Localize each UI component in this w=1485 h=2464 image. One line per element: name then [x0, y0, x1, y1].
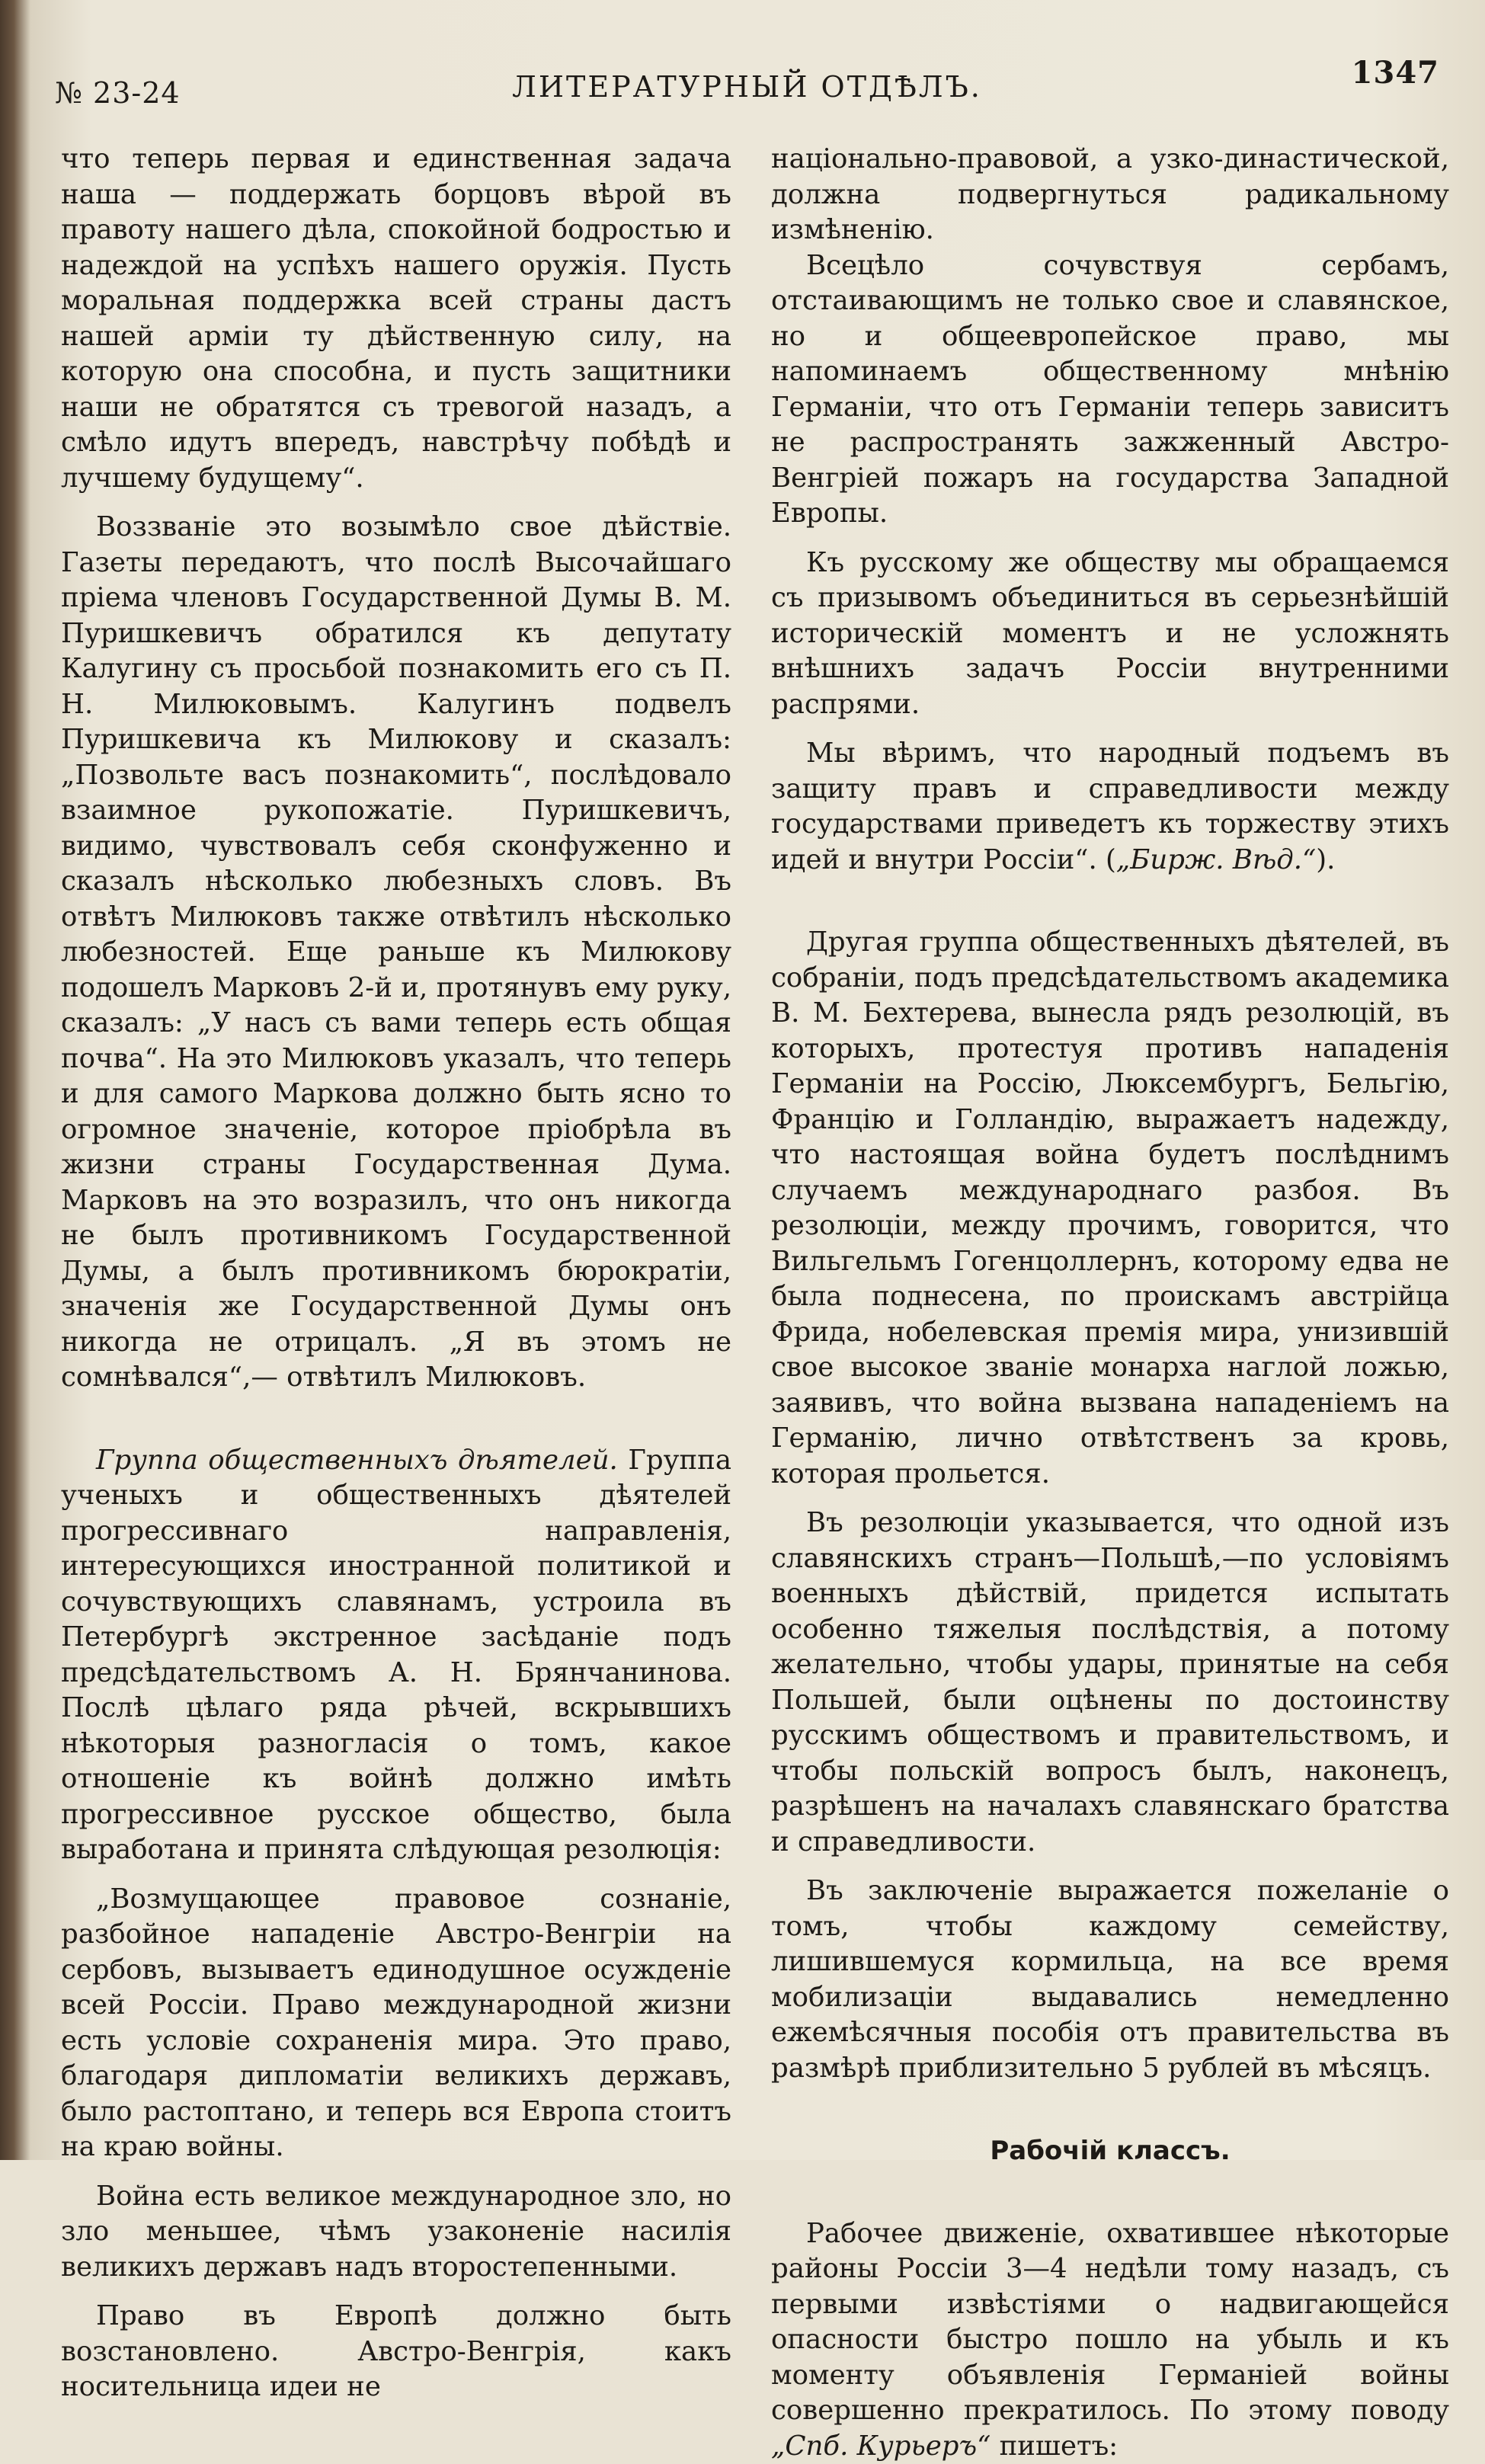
paragraph: Война есть великое международное зло, но зло меньшее, чѣмъ узаконеніе насилія великихъ державъ надъ второстепенными. [61, 2179, 731, 2286]
paragraph: Въ заключеніе выражается пожеланіе о томъ, чтобы каждому семейству, лишившемуся кормильца, на все время мобилизаціи выдавались немедленно ежемѣсячныя пособія отъ правительства въ размѣрѣ приблизительно 5 рублей въ мѣсяцъ. [771, 1874, 1449, 2086]
paragraph: Всецѣло сочувствуя сербамъ, отстаивающимъ не только свое и славянское, но и общеевропейское право, мы напоминаемъ общественному мнѣнію Германіи, что отъ Германіи теперь зависитъ не распространять зажженный Австро-Венгріей пожаръ на государства Западной Европы. [771, 248, 1449, 532]
paragraph-text: Рабочее движеніе, охватившее нѣкоторые районы Россіи 3—4 недѣли тому назадъ, съ первыми извѣстіями о надвигающейся опасности быстро пошло на убыль и къ моменту объявленія Германіей войны совершенно прекратилось. По этому поводу [771, 2218, 1449, 2427]
paragraph-text: Группа ученыхъ и общественныхъ дѣятелей прогрессивнаго направленія, интересующихся иностранной политикой и сочувствующихъ славянамъ, устроила въ Петербургѣ экстренное засѣданіе подъ предсѣдательствомъ А. Н. Брянчанинова. Послѣ цѣлаго ряда рѣчей, вскрывшихъ нѣкоторыя разногласія о томъ, какое отношеніе къ войнѣ должно имѣть прогрессивное русское общество, была выработана и принята слѣдующая резолюція: [61, 1445, 731, 1866]
section-lead: Группа общественныхъ дѣятелей. [96, 1445, 618, 1476]
paragraph [61, 1443, 731, 1868]
page-header [55, 55, 1439, 101]
issue-number: № 23-24 [55, 76, 181, 110]
paragraph-text: пишетъ: [991, 2430, 1118, 2462]
page-number: 1347 [1352, 55, 1439, 91]
source-citation: „Бирж. Вѣд.“ [1116, 844, 1316, 875]
paragraph-text: ). [1316, 844, 1335, 875]
paragraph [771, 2216, 1449, 2464]
paragraph: Воззваніе это возымѣло свое дѣйствіе. Газеты передаютъ, что послѣ Высочайшаго пріема членовъ Государственной Думы В. М. Пуришкевичъ обратился къ депутату Калугину съ просьбой познакомить его съ П. Н. Милюковымъ. Калугинъ подвелъ Пуришкевича къ Милюкову и сказалъ: „Позвольте васъ познакомить“, послѣдовало взаимное рукопожатіе. Пуришкевичъ, видимо, чувствовалъ себя сконфуженно и сказалъ нѣсколько любезныхъ словъ. Въ отвѣтъ Милюковъ также отвѣтилъ нѣсколько любезностей. Еще раньше къ Милюкову подошелъ Марковъ 2-й и, протянувъ ему руку, сказалъ: „У насъ съ вами теперь есть общая почва“. На это Милюковъ указалъ, что теперь и для самого Маркова должно быть ясно то огромное значеніе, которое пріобрѣла въ жизни страны Государственная Дума. Марковъ на это возразилъ, что онъ никогда не былъ противникомъ Государственной Думы, а былъ противникомъ бюрократіи, значенія же Государственной Думы онъ никогда не отрицалъ. „Я въ этомъ не сомнѣвался“,— отвѣтилъ Милюковъ. [61, 510, 731, 1396]
paragraph: Къ русскому же обществу мы обращаемся съ призывомъ объединиться въ серьезнѣйшій историческій моментъ и не усложнять внѣшнихъ задачъ Россіи внутренними распрями. [771, 546, 1449, 723]
paragraph [771, 736, 1449, 878]
left-column [61, 142, 731, 2405]
paragraph-text: Мы вѣримъ, что народный подъемъ въ защиту правъ и справедливости между государствами приведетъ къ торжеству этихъ идей и внутри Россіи“. ( [771, 738, 1449, 875]
paragraph: національно-правовой, а узко-династической, должна подвергнуться радикальному измѣненію. [771, 142, 1449, 248]
right-column [771, 142, 1449, 2464]
paragraph: Въ резолюціи указывается, что одной изъ славянскихъ странъ—Польшѣ,—по условіямъ военныхъ дѣйствій, придется испытать особенно тяжелыя послѣдствія, а потому желательно, чтобы удары, принятые на себя Польшей, были оцѣнены по достоинству русскимъ обществомъ и правительствомъ, и чтобы польскій вопросъ былъ, наконецъ, разрѣшенъ на началахъ славянскаго братства и справедливости. [771, 1506, 1449, 1860]
section-heading: Рабочій классъ. [771, 2133, 1449, 2169]
source-citation: „Спб. Курьеръ“ [771, 2430, 991, 2462]
paragraph: что теперь первая и единственная задача наша — поддержать борцовъ вѣрой въ правоту нашего дѣла, спокойной бодростью и надеждой на успѣхъ нашего оружія. Пусть моральная поддержка всей страны дастъ нашей арміи ту дѣйственную силу, на которую она способна, и пусть защитники наши не обратятся съ тревогой назадъ, а смѣло идутъ впередъ, навстрѣчу побѣдѣ и лучшему будущему“. [61, 142, 731, 496]
section-title: ЛИТЕРАТУРНЫЙ ОТДѢЛЪ. [55, 70, 1439, 104]
paragraph: Другая группа общественныхъ дѣятелей, въ собраніи, подъ предсѣдательствомъ академика В. М. Бехтерева, вынесла рядъ резолюцій, въ которыхъ, протестуя противъ нападенія Германіи на Россію, Люксембургъ, Бельгію, Францію и Голландію, выражаетъ надежду, что настоящая война будетъ послѣднимъ случаемъ международнаго разбоя. Въ резолюціи, между прочимъ, говорится, что Вильгельмъ Гогенцоллернъ, которому едва не была поднесена, по проискамъ австрійца Фрида, нобелевская премія мира, унизившій свое высокое званіе монарха наглой ложью, заявивъ, что война вызвана нападеніемъ на Германію, лично отвѣтственъ за кровь, которая прольется. [771, 925, 1449, 1492]
paragraph: „Возмущающее правовое сознаніе, разбойное нападеніе Австро-Венгріи на сербовъ, вызываетъ единодушное осужденіе всей Россіи. Право международной жизни есть условіе сохраненія мира. Это право, благодаря дипломатіи великихъ державъ, было растоптано, и теперь вся Европа стоитъ на краю войны. [61, 1882, 731, 2165]
paragraph: Право въ Европѣ должно быть возстановлено. Австро-Венгрія, какъ носительница идеи не [61, 2299, 731, 2405]
